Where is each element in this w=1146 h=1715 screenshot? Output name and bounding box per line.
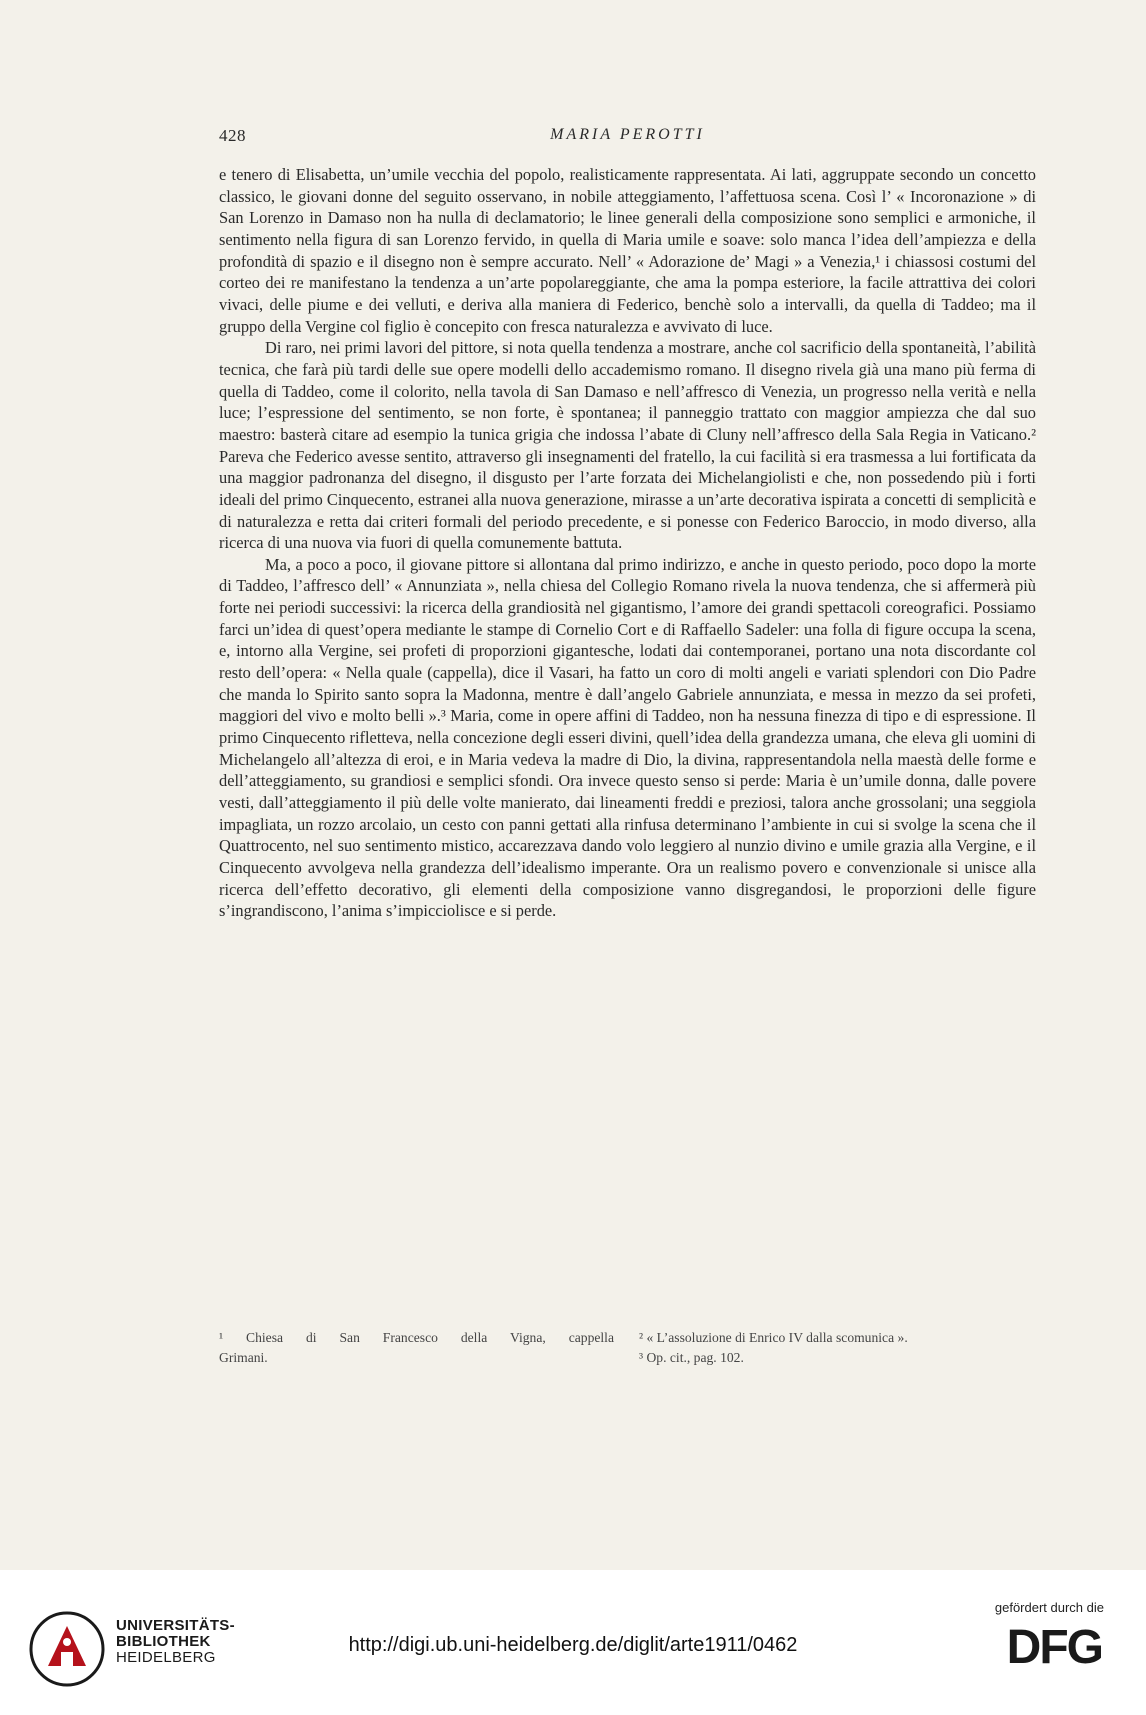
dfg-logo-icon [994, 1621, 1104, 1667]
footnote-column-right [639, 1328, 1039, 1368]
page-number: 428 [219, 126, 246, 145]
sponsor [994, 1600, 1104, 1672]
footnote-2: ² « L’assoluzione di Enrico IV dalla scomunica ». [639, 1330, 908, 1345]
footnote-column-left [219, 1328, 614, 1368]
footer-bar [0, 1570, 1146, 1715]
footnote-3: ³ Op. cit., pag. 102. [639, 1350, 744, 1365]
sponsor-caption: gefördert durch die [994, 1600, 1104, 1615]
library-line-3: HEIDELBERG [116, 1649, 216, 1666]
library-line-2: BIBLIOTHEK [116, 1633, 211, 1650]
body-text [219, 164, 1036, 922]
library-line-1: UNIVERSITÄTS- [116, 1617, 235, 1634]
footnote-1-line-2: Grimani. [219, 1350, 268, 1365]
source-url[interactable]: http://digi.ub.uni-heidelberg.de/diglit/arte1911/0462 [348, 1634, 798, 1656]
paragraph-2: Di raro, nei primi lavori del pittore, si nota quella tendenza a mostrare, anche col sacrificio della spontaneità, l’abilità tecnica, che farà più tardi delle sue opere modelli dello accademismo romano. Il disegno rivela già una mano più ferma di quella di Taddeo, come il colorito, nella tavola di San Damaso e nell’affresco di Venezia, un progresso nella verità e nella luce; l’espressione del sentimento, se non forte, è spontanea; il panneggio trattato con maggior ampiezza che dal suo maestro: basterà citare ad esempio la tunica grigia che indossa l’abate di Cluny nell’affresco della Sala Regia in Vaticano.² Pareva che Federico avesse sentito, attraverso gli insegnamenti del fratello, la cui facilità si era trasmessa a lui fortificata da una maggior padronanza del disegno, il disgusto per l’arte forzata dei Michelangiolisti e che, non possedendo più i forti ideali del primo Cinquecento, estranei alla nuova generazione, mirasse a un’arte decorativa ispirata a concetti di semplicità e di naturalezza e retta dai criteri formali del periodo precedente, e si ponesse con Federico Baroccio, in modo diverso, alla ricerca di una nuova via fuori di quella comunemente battuta. [219, 338, 1036, 553]
footnote-1-line-1: ¹ Chiesa di San Francesco della Vigna, cappella [219, 1330, 614, 1345]
dfg-logo-text: DFG [1006, 1621, 1102, 1667]
paragraph-3: Ma, a poco a poco, il giovane pittore si allontana dal primo indirizzo, e anche in questo periodo, poco dopo la morte di Taddeo, l’affresco dell’ « Annunziata », nella chiesa del Collegio Romano rivela la nuova tendenza, che si affermerà più forte nei periodi successivi: la ricerca della grandiosità nel gigantismo, l’amore dei grandi spettacoli coreografici. Possiamo farci un’idea di quest’opera mediante le stampe di Cornelio Cort e di Raffaello Sadeler: una folla di figure occupa la scena, e, intorno alla Vergine, sei profeti di proporzioni gigantesche, lodati dai contemporanei, portano una nota discordante col resto dell’opera: « Nella quale (cappella), dice il Vasari, ha fatto un coro di molti angeli e variati splendori con Dio Padre che manda lo Spirito santo sopra la Madonna, mentre è dall’angelo Gabriele annunziata, e messa in mezzo da sei profeti, maggiori del vivo e molto belli ».³ Maria, come in opere affini di Taddeo, non ha nessuna finezza di tipo e di espressione. Il primo Cinquecento rifletteva, nella concezione degli esseri divini, quell’idea della grandezza umana, che eleva gli uomini di Michelangelo all’altezza di eroi, e in Maria vedeva la madre di Dio, la divina, rappresentandola nella maestà delle forme e dell’atteggiamento, su grandiosi e semplici sfondi. Ora invece questo senso si perde: Maria è un’umile donna, dalle povere vesti, dall’atteggiamento il più delle volte manierato, dai lineamenti freddi e preziosi, talora anche grossolani; una seggiola impagliata, un rozzo arcolaio, un cesto con panni gettati alla rinfusa determinano l’ambiente in cui si svolge la scena che il Quattrocento, nel suo sentimento mistico, accarezzava dando volo leggiero al nunzio divino e umile grazia alla Vergine, e il Cinquecento avvolgeva nella grandezza dell’idealismo imperante. Ora un realismo povero e convenzionale si unisce alla ricerca dell’effetto decorativo, gli elementi della composizione vanno disgregandosi, le proporzioni delle figure s’ingrandiscono, l’anima s’impicciolisce e si perde. [219, 554, 1036, 921]
running-title: MARIA PEROTTI [550, 126, 705, 143]
paragraph-1: e tenero di Elisabetta, un’umile vecchia del popolo, realisticamente rappresentata. Ai lati, aggruppate secondo un concetto classico, le giovani donne del seguito osservano, in nobile atteggiamento, l’affettuosa scena. Così l’ « Incoronazione » di San Lorenzo in Damaso non ha nulla di declamatorio; le linee generali della composizione sono semplici e armoniche, il sentimento nella figura di san Lorenzo fervido, in quella di Maria umile e soave: solo manca l’idea dell’ampiezza e della profondità di spazio e il disegno non è sempre accurato. Nell’ « Adorazione de’ Magi » a Venezia,¹ i chiassosi costumi del corteo dei re manifestano la tendenza a un’arte popolareggiante, che ama la pompa esteriore, la facile attrattiva dei colori vivaci, delle piume e dei velluti, e deriva alla maniera di Federico, benchè solo a intervalli, da quella di Taddeo; ma il gruppo della Vergine col figlio è concepito con fresca naturalezza e avvivato di luce. [219, 165, 1036, 336]
page-header [219, 126, 1036, 150]
